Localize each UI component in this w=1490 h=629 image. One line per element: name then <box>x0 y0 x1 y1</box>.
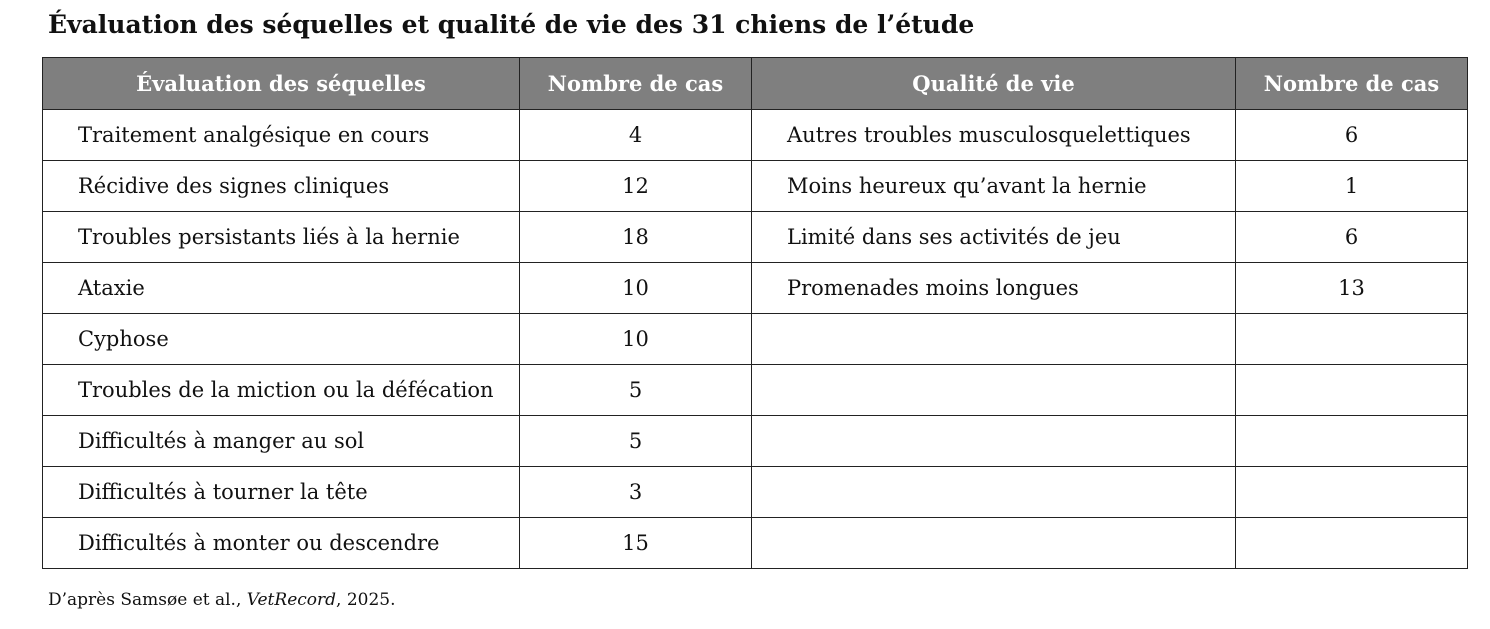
table-title: Évaluation des séquelles et qualité de vie des 31 chiens de l’étude <box>48 10 975 39</box>
table-row <box>43 263 1468 314</box>
header-row <box>43 58 1468 110</box>
table-row <box>43 365 1468 416</box>
sequelle-cell: Récidive des signes cliniques <box>43 161 520 212</box>
qualite-count-cell: 6 <box>1236 110 1468 161</box>
qualite-count-cell <box>1236 416 1468 467</box>
table-row <box>43 212 1468 263</box>
qualite-cell: Moins heureux qu’avant la hernie <box>752 161 1236 212</box>
table-row <box>43 416 1468 467</box>
header-qualite-vie: Qualité de vie <box>752 58 1236 110</box>
sequelle-count-cell: 18 <box>520 212 752 263</box>
sequelle-count-cell: 15 <box>520 518 752 569</box>
table-row <box>43 161 1468 212</box>
sequelle-count-cell: 12 <box>520 161 752 212</box>
sequelle-cell: Troubles de la miction ou la défécation <box>43 365 520 416</box>
sequelle-count-cell: 5 <box>520 365 752 416</box>
source-prefix: D’après Samsøe et al., <box>48 590 247 610</box>
sequelle-cell: Difficultés à tourner la tête <box>43 467 520 518</box>
qualite-count-cell: 13 <box>1236 263 1468 314</box>
qualite-count-cell <box>1236 314 1468 365</box>
qualite-count-cell <box>1236 467 1468 518</box>
table-row <box>43 314 1468 365</box>
data-table <box>42 57 1468 569</box>
sequelle-count-cell: 3 <box>520 467 752 518</box>
sequelle-cell: Troubles persistants liés à la hernie <box>43 212 520 263</box>
qualite-cell: Autres troubles musculosquelettiques <box>752 110 1236 161</box>
source-note <box>48 590 396 610</box>
qualite-count-cell <box>1236 365 1468 416</box>
table-row <box>43 110 1468 161</box>
source-journal: VetRecord <box>246 590 337 610</box>
sequelle-count-cell: 4 <box>520 110 752 161</box>
table-body <box>43 110 1468 569</box>
sequelle-cell: Traitement analgésique en cours <box>43 110 520 161</box>
qualite-count-cell <box>1236 518 1468 569</box>
qualite-cell: Promenades moins longues <box>752 263 1236 314</box>
table-row <box>43 518 1468 569</box>
header-nombre-cas-sequelles: Nombre de cas <box>520 58 752 110</box>
qualite-count-cell: 6 <box>1236 212 1468 263</box>
sequelle-cell: Difficultés à manger au sol <box>43 416 520 467</box>
header-nombre-cas-qualite: Nombre de cas <box>1236 58 1468 110</box>
sequelle-cell: Difficultés à monter ou descendre <box>43 518 520 569</box>
qualite-cell <box>752 467 1236 518</box>
sequelle-count-cell: 10 <box>520 314 752 365</box>
qualite-cell <box>752 518 1236 569</box>
sequelle-cell: Ataxie <box>43 263 520 314</box>
source-suffix: , 2025. <box>336 590 396 610</box>
qualite-count-cell: 1 <box>1236 161 1468 212</box>
sequelle-count-cell: 10 <box>520 263 752 314</box>
sequelle-cell: Cyphose <box>43 314 520 365</box>
qualite-cell <box>752 365 1236 416</box>
qualite-cell <box>752 314 1236 365</box>
header-sequelles: Évaluation des séquelles <box>43 58 520 110</box>
sequelle-count-cell: 5 <box>520 416 752 467</box>
qualite-cell: Limité dans ses activités de jeu <box>752 212 1236 263</box>
qualite-cell <box>752 416 1236 467</box>
table-row <box>43 467 1468 518</box>
